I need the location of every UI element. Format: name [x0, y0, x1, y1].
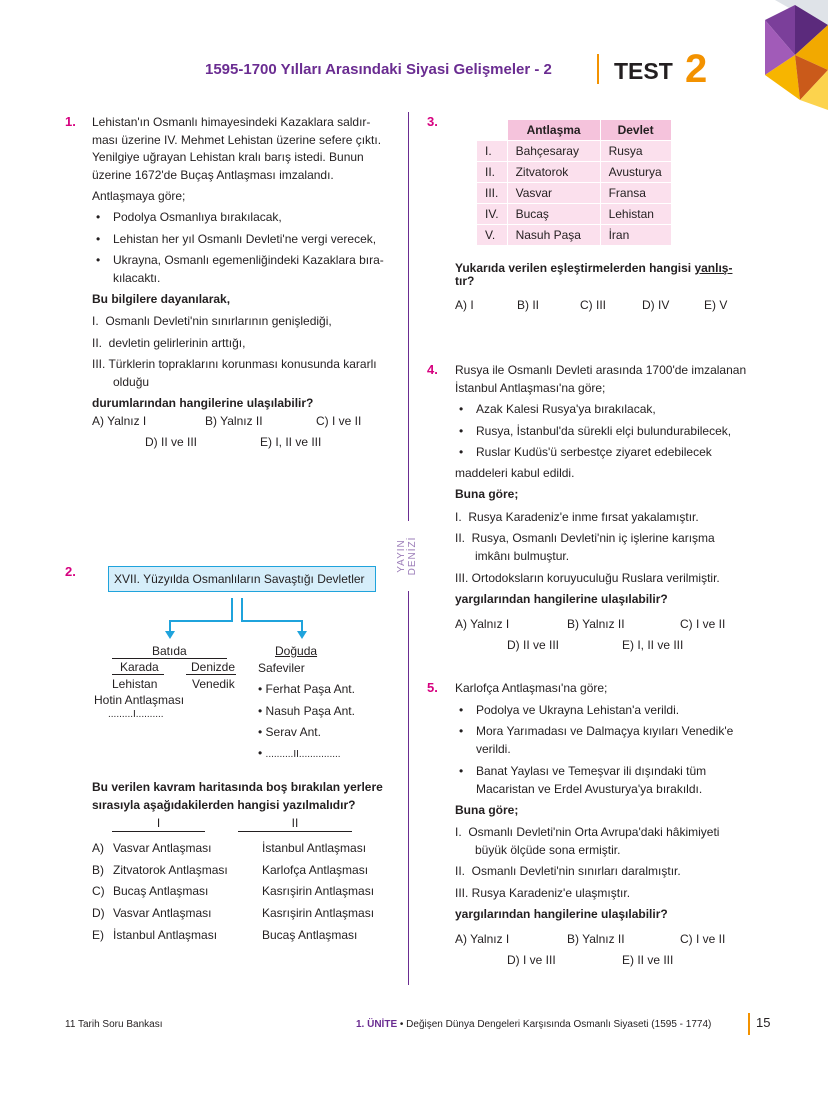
header-antlasma: Antlaşma: [508, 120, 600, 140]
option-col1: Bucaş Antlaşması: [113, 884, 209, 898]
test-number: 2: [685, 47, 708, 91]
table-header-row: [477, 120, 671, 140]
cell: Avusturya: [601, 162, 671, 182]
option-letter: B): [92, 863, 104, 877]
q4-option-e[interactable]: E) I, II ve III: [622, 638, 684, 652]
q4-question: yargılarından hangilerine ulaşılabilir?: [455, 592, 668, 606]
q5-item-cont: büyük ölçüde sona ermiştir.: [475, 843, 621, 857]
map-east: Doğuda: [275, 644, 318, 658]
q1-text: üzerine 1672'de Buçaş Antlaşması imzalandı.: [92, 168, 334, 182]
question-2-number: 2.: [65, 564, 76, 579]
q1-text: Antlaşmaya göre;: [92, 189, 186, 203]
table-row: [477, 225, 671, 245]
q3-option-e[interactable]: E) V: [704, 298, 728, 312]
q5-option-b[interactable]: B) Yalnız II: [567, 932, 625, 946]
option-col2: Kasrışirin Antlaşması: [262, 884, 375, 898]
option-col1: Vasvar Antlaşması: [113, 841, 212, 855]
map-sea: Denizde: [191, 660, 236, 674]
cell: III.: [477, 183, 507, 203]
cell: Zitvatorok: [508, 162, 600, 182]
map-hotin: Hotin Antlaşması: [94, 693, 185, 707]
q4-item: II. Rusya, Osmanlı Devleti'nin iç işlerine karışma: [455, 531, 715, 545]
q5-bullet: • Banat Yaylası ve Temeşvar ili dışındaki tüm: [476, 763, 706, 779]
q2-col-header-2: II: [238, 815, 352, 832]
footer-divider: [748, 1013, 750, 1035]
cell: Fransa: [601, 183, 671, 203]
option-letter: C): [92, 884, 105, 898]
q1-item: II. devletin gelirlerinin arttığı,: [92, 336, 246, 350]
sea-underline: [186, 674, 236, 675]
publisher-label: YAYIN DENİZİ: [396, 521, 418, 591]
map-blank-2: ..........II...............: [265, 749, 341, 760]
table-row: [477, 141, 671, 161]
question-5-number: 5.: [427, 680, 438, 695]
q3-question-text: Yukarıda verilen eşleştirmelerden hangisi: [455, 261, 695, 275]
page-title: 1595-1700 Yılları Arasındaki Siyasi Gelişmeler - 2: [205, 61, 552, 78]
option-letter: D): [92, 906, 105, 920]
q4-option-c[interactable]: C) I ve II: [680, 617, 726, 631]
q5-bullet: • Podolya ve Ukrayna Lehistan'a verildi.: [476, 702, 679, 718]
q5-lead: Buna göre;: [455, 803, 519, 817]
q1-option-b[interactable]: B) Yalnız II: [205, 414, 263, 428]
land-underline: [112, 674, 164, 675]
map-east-item: • ..........II...............: [258, 746, 341, 760]
map-east-item: • Ferhat Paşa Ant.: [258, 682, 355, 696]
q3-question: [455, 260, 732, 276]
cell: Bahçesaray: [508, 141, 600, 161]
concept-map-arrows: [160, 593, 320, 643]
empty-cell: [477, 120, 507, 140]
q1-text: ması üzerine IV. Mehmet Lehistan üzerine sefere çıktı.: [92, 133, 382, 147]
q1-item: I. Osmanlı Devleti'nin sınırlarının genişlediği,: [92, 314, 332, 328]
table-row: [477, 183, 671, 203]
q5-bullet-cont: Macaristan ve Erdel Avusturya'ya bırakıldı.: [476, 782, 703, 796]
option-col1: İstanbul Antlaşması: [113, 928, 218, 942]
q1-lead: Bu bilgilere dayanılarak,: [92, 292, 231, 306]
q1-text: Yenilgiye uğrayan Lehistan kralı barış istedi. Bunun: [92, 150, 364, 164]
cell: İran: [601, 225, 671, 245]
q4-bullet: • Rusya, İstanbul'da sürekli elçi bulundurabilecek,: [476, 423, 731, 439]
cell: I.: [477, 141, 507, 161]
table-row: [477, 162, 671, 182]
option-col2: Karlofça Antlaşması: [262, 863, 369, 877]
q5-bullet: • Mora Yarımadası ve Dalmaçya kıyıları Venedik'e: [476, 723, 733, 739]
option-col1: Vasvar Antlaşması: [113, 906, 212, 920]
east-item-text: Serav Ant.: [265, 725, 321, 739]
q4-item: III. Ortodoksların koruyuculuğu Ruslara verilmiştir.: [455, 571, 720, 585]
q5-text: Karlofça Antlaşması'na göre;: [455, 681, 608, 695]
east-item-text: Nasuh Paşa Ant.: [265, 704, 355, 718]
cell: II.: [477, 162, 507, 182]
header-divider: [597, 54, 599, 84]
corner-decoration: [755, 0, 828, 110]
q5-item: II. Osmanlı Devleti'nin sınırları daralmıştır.: [455, 864, 681, 878]
map-blank-1: .........I..........: [108, 709, 164, 720]
q2-question: sırasıyla aşağıdakilerden hangisi yazılmalıdır?: [92, 798, 356, 812]
q1-item-cont: olduğu: [113, 375, 150, 389]
cell: Nasuh Paşa: [508, 225, 600, 245]
map-east-item: • Nasuh Paşa Ant.: [258, 704, 355, 718]
q5-item: III. Rusya Karadeniz'e ulaşmıştır.: [455, 886, 631, 900]
q1-bullet-cont: kılacaktı.: [113, 271, 161, 285]
option-col2: Kasrışirin Antlaşması: [262, 906, 375, 920]
map-safeviler: Safeviler: [258, 661, 305, 675]
q5-option-e[interactable]: E) II ve III: [622, 953, 674, 967]
treaty-table: [476, 119, 672, 246]
cell: V.: [477, 225, 507, 245]
map-east-item: • Serav Ant.: [258, 725, 321, 739]
q1-item: III. Türklerin topraklarını korunması konusunda kararlı: [92, 357, 377, 371]
map-west: Batıda: [152, 644, 187, 658]
q5-item: I. Osmanlı Devleti'nin Orta Avrupa'daki hâkimiyeti: [455, 825, 720, 839]
q3-option-b[interactable]: B) II: [517, 298, 540, 312]
q1-option-d[interactable]: D) II ve III: [145, 435, 198, 449]
east-item-text: Ferhat Paşa Ant.: [265, 682, 355, 696]
q4-bullet: • Ruslar Kudüs'ü serbestçe ziyaret edebilecek: [476, 444, 712, 460]
q1-bullet: • Ukrayna, Osmanlı egemenliğindeki Kazaklara bıra-: [113, 252, 384, 268]
header-devlet: Devlet: [601, 120, 671, 140]
q3-option-a[interactable]: A) I: [455, 298, 474, 312]
option-col2: İstanbul Antlaşması: [262, 841, 367, 855]
question-4-number: 4.: [427, 362, 438, 377]
q4-item-cont: imkânı bulmuştur.: [475, 549, 570, 563]
q3-question-emphasis: yanlış-: [694, 261, 733, 275]
q1-question: durumlarından hangilerine ulaşılabilir?: [92, 396, 314, 410]
q1-option-a[interactable]: A) Yalnız I: [92, 414, 147, 428]
cell: Rusya: [601, 141, 671, 161]
q2-col-header-1: I: [112, 815, 205, 832]
question-3-number: 3.: [427, 114, 438, 129]
map-land: Karada: [120, 660, 159, 674]
option-letter: E): [92, 928, 104, 942]
q4-text: Rusya ile Osmanlı Devleti arasında 1700'de imzalanan: [455, 363, 747, 377]
cell: IV.: [477, 204, 507, 224]
q5-option-d[interactable]: D) I ve III: [507, 953, 556, 967]
page-number: 15: [756, 1015, 771, 1030]
q4-after: maddeleri kabul edildi.: [455, 466, 575, 480]
q1-text: Lehistan'ın Osmanlı himayesindeki Kazaklara saldır-: [92, 115, 371, 129]
q1-option-c[interactable]: C) I ve II: [316, 414, 362, 428]
q3-option-c[interactable]: C) III: [580, 298, 606, 312]
q4-text: İstanbul Antlaşması'na göre;: [455, 381, 606, 395]
concept-map-title-box: XVII. Yüzyılda Osmanlıların Savaştığı Devletler: [108, 566, 376, 592]
q3-question-cont: tır?: [455, 274, 475, 288]
cell: Lehistan: [601, 204, 671, 224]
q5-option-a[interactable]: A) Yalnız I: [455, 932, 510, 946]
q4-item: I. Rusya Karadeniz'e inme fırsat yakalamıştır.: [455, 510, 699, 524]
q1-bullet: • Podolya Osmanlıya bırakılacak,: [113, 209, 282, 225]
q1-option-e[interactable]: E) I, II ve III: [260, 435, 322, 449]
q5-option-c[interactable]: C) I ve II: [680, 932, 726, 946]
q4-option-a[interactable]: A) Yalnız I: [455, 617, 510, 631]
q4-lead: Buna göre;: [455, 487, 519, 501]
q4-option-b[interactable]: B) Yalnız II: [567, 617, 625, 631]
question-1-number: 1.: [65, 114, 76, 129]
option-letter: A): [92, 841, 104, 855]
test-label: TEST: [614, 58, 673, 84]
unit-title: • Değişen Dünya Dengeleri Karşısında Osmanlı Siyaseti (1595 - 1774): [397, 1019, 712, 1030]
q5-question: yargılarından hangilerine ulaşılabilir?: [455, 907, 668, 921]
footer-book-title: 11 Tarih Soru Bankası: [65, 1019, 163, 1030]
q1-bullet: • Lehistan her yıl Osmanlı Devleti'ne vergi verecek,: [113, 231, 376, 247]
map-lehistan: Lehistan: [112, 677, 158, 691]
q4-option-d[interactable]: D) II ve III: [507, 638, 560, 652]
cell: Vasvar: [508, 183, 600, 203]
option-col2: Bucaş Antlaşması: [262, 928, 358, 942]
q3-option-d[interactable]: D) IV: [642, 298, 670, 312]
option-col1: Zitvatorok Antlaşması: [113, 863, 228, 877]
q5-bullet-cont: verildi.: [476, 742, 511, 756]
q2-question: Bu verilen kavram haritasında boş bırakılan yerlere: [92, 780, 383, 794]
table-row: [477, 204, 671, 224]
unit-label: 1. ÜNİTE: [356, 1019, 398, 1030]
map-venedik: Venedik: [192, 677, 235, 691]
cell: Bucaş: [508, 204, 600, 224]
footer-unit: [356, 1017, 711, 1033]
q4-bullet: • Azak Kalesi Rusya'ya bırakılacak,: [476, 401, 656, 417]
